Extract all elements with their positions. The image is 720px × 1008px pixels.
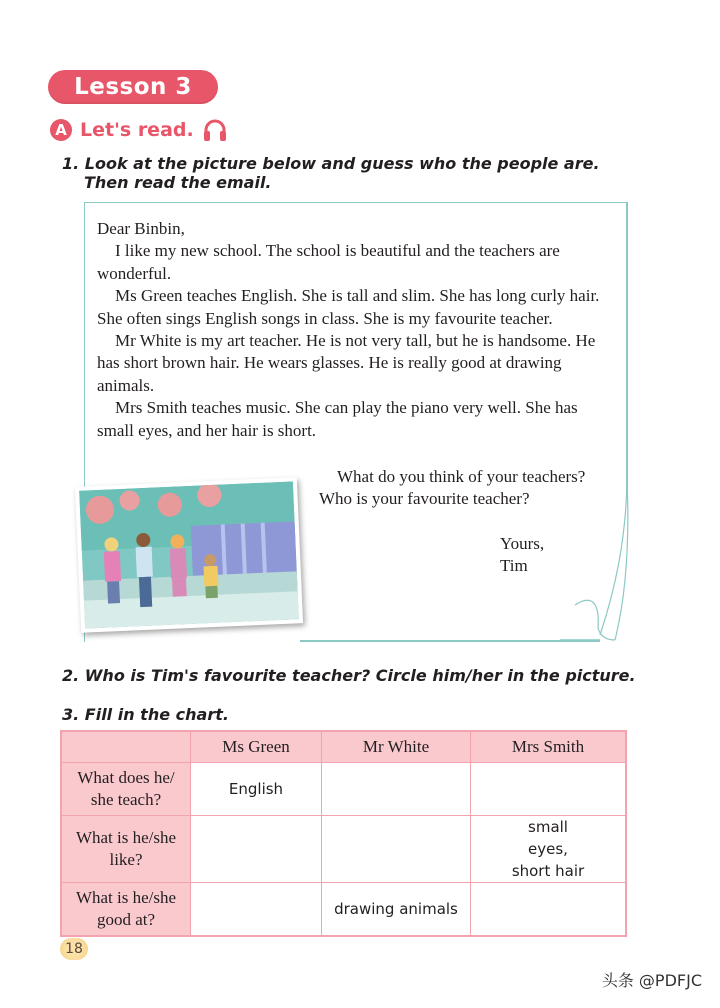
illustration-teachers-and-boy [79, 481, 299, 628]
email-paragraph: I like my new school. The school is beautiful and the teachers are wonderful. [97, 241, 560, 283]
chart-header-cell [61, 731, 191, 763]
chart-cell[interactable] [191, 883, 322, 937]
chart-header-row [61, 731, 626, 763]
chart-row [61, 883, 626, 937]
chart-header-cell: Mr White [322, 731, 471, 763]
instruction-2: 2. Who is Tim's favourite teacher? Circle him/her in the picture. [62, 666, 636, 685]
watermark-text: 头条 @PDFJC [601, 971, 702, 990]
instruction-3: 3. Fill in the chart. [62, 705, 229, 724]
email-question-1: What do you think of your teachers? [337, 467, 586, 486]
chart-cell[interactable]: small eyes, short hair [471, 816, 627, 883]
chart-cell[interactable]: drawing animals [322, 883, 471, 937]
email-greeting: Dear Binbin, [97, 219, 185, 238]
page-curl-decoration [560, 480, 640, 645]
chart-cell[interactable] [191, 816, 322, 883]
email-paragraph: Mrs Smith teaches music. She can play the piano very well. She has small eyes, and her hair is short. [97, 398, 578, 440]
email-body [97, 218, 617, 442]
email-paragraph: Ms Green teaches English. She is tall and slim. She has long curly hair. She often sings English songs in class. She is my favourite teacher. [97, 286, 600, 328]
email-frame-right [626, 202, 628, 492]
headphones-icon[interactable] [202, 117, 228, 143]
chart-cell[interactable] [471, 883, 627, 937]
chart-row [61, 816, 626, 883]
email-frame-bottom [300, 640, 600, 642]
email-signoff: Yours, [500, 534, 545, 553]
chart-cell[interactable] [322, 763, 471, 816]
chart-header-cell: Ms Green [191, 731, 322, 763]
email-paragraph: Mr White is my art teacher. He is not very tall, but he is handsome. He has short brown hair. He wears glasses. He is really good at drawing animals. [97, 331, 596, 395]
chart-cell[interactable]: English [191, 763, 322, 816]
chart-header-cell: Mrs Smith [471, 731, 627, 763]
chart-cell[interactable] [322, 816, 471, 883]
chart-row-label: What is he/she good at? [61, 883, 191, 937]
instruction-1 [62, 154, 600, 192]
section-heading [50, 116, 228, 144]
email-question-2: Who is your favourite teacher? [319, 489, 530, 508]
instruction-1-line2: Then read the email. [84, 173, 272, 192]
email-signature: Tim [500, 556, 528, 575]
chart-row [61, 763, 626, 816]
chart-row-label: What does he/ she teach? [61, 763, 191, 816]
chart-row-label: What is he/she like? [61, 816, 191, 883]
lesson-title: Lesson 3 [48, 70, 218, 104]
instruction-1-line1: 1. Look at the picture below and guess who the people are. [62, 154, 600, 173]
section-letter-badge: A [50, 119, 72, 141]
section-title: Let's read. [80, 119, 194, 141]
teachers-picture[interactable] [75, 477, 303, 633]
fill-in-chart [60, 730, 627, 937]
page-number: 18 [60, 938, 88, 960]
chart-cell[interactable] [471, 763, 627, 816]
